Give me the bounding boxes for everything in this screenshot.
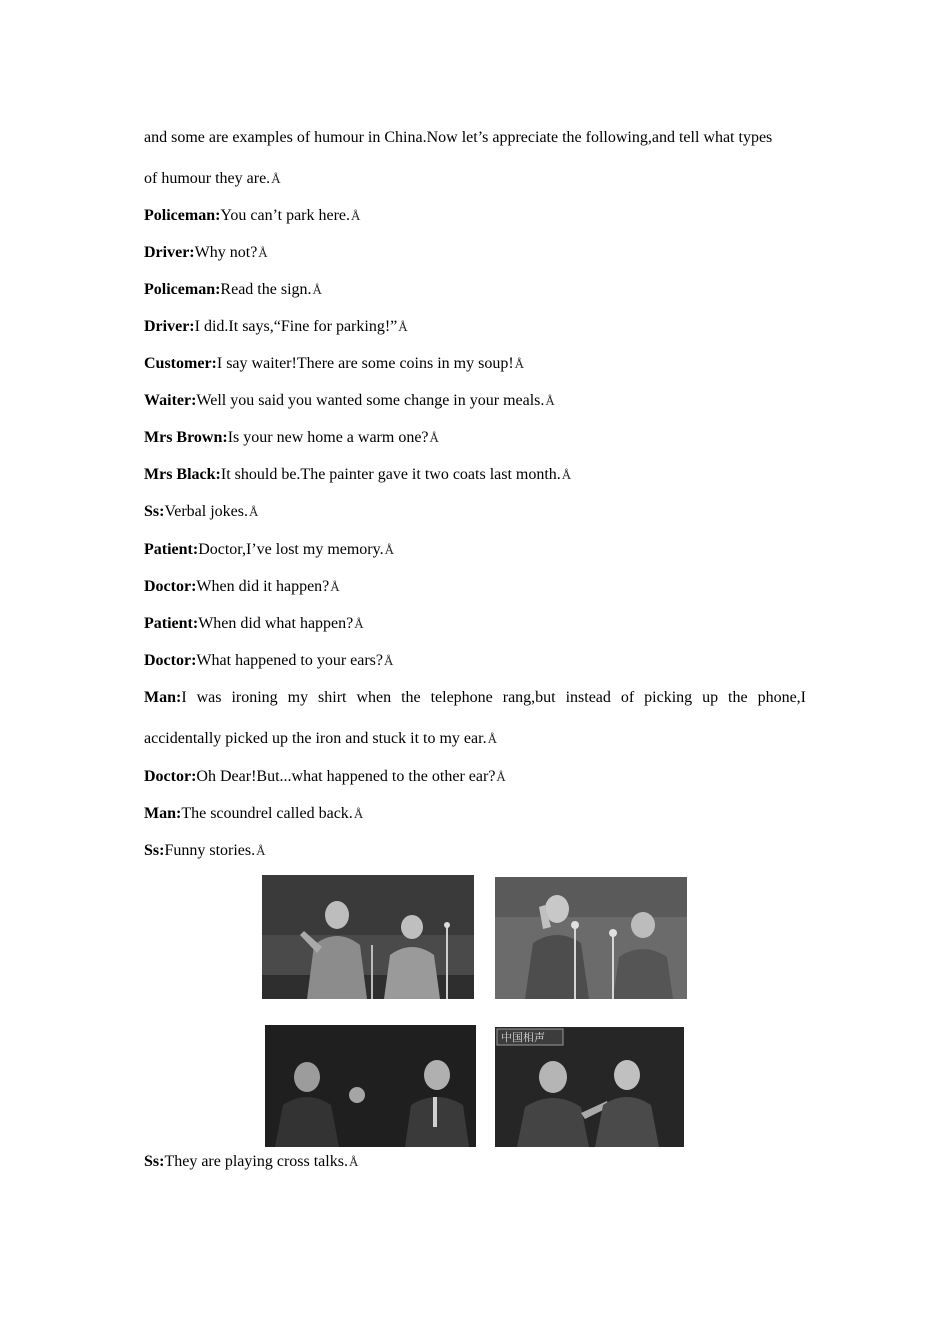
- dialogue-line: Waiter:Well you said you wanted some change in your meals.Å: [144, 392, 555, 409]
- dialogue-line: Man:The scoundrel called back.Å: [144, 805, 364, 822]
- dialogue-line: Ss:Verbal jokes.Å: [144, 503, 259, 520]
- crosstalk-photo-4: [495, 1027, 684, 1147]
- dialogue-line: Doctor:Oh Dear!But...what happened to the other ear?Å: [144, 768, 506, 785]
- dialogue-line: Doctor:When did it happen?Å: [144, 578, 340, 595]
- speaker-label: Doctor:: [144, 652, 197, 669]
- speaker-label: Doctor:: [144, 768, 197, 785]
- speaker-label: Doctor:: [144, 578, 197, 595]
- dialogue-line: Driver:I did.It says,“Fine for parking!”Å: [144, 318, 408, 335]
- crosstalk-photo-3: [265, 1025, 476, 1147]
- speaker-label: Mrs Brown:: [144, 429, 228, 446]
- speaker-label: Patient:: [144, 615, 199, 632]
- intro-line-1: and some are examples of humour in China.Now let’s appreciate the following,and tell what types: [144, 129, 773, 146]
- speaker-label: Customer:: [144, 355, 217, 372]
- speaker-label: Driver:: [144, 244, 195, 261]
- speaker-label: Patient:: [144, 541, 199, 558]
- intro-line-2: of humour they are.Å: [144, 170, 281, 187]
- speaker-label: Policeman:: [144, 207, 221, 224]
- dialogue-line: Mrs Brown:Is your new home a warm one?Å: [144, 429, 439, 446]
- dialogue-line: Mrs Black:It should be.The painter gave it two coats last month.Å: [144, 466, 572, 483]
- dialogue-line: Doctor:What happened to your ears?Å: [144, 652, 394, 669]
- speaker-label: Mrs Black:: [144, 466, 221, 483]
- speaker-label: Ss:: [144, 1153, 165, 1170]
- photo-logo-text: 中国相声: [501, 1031, 545, 1044]
- dialogue-line: Policeman:Read the sign.Å: [144, 281, 322, 298]
- speaker-label: Waiter:: [144, 392, 197, 409]
- dialogue-line-continued: accidentally picked up the iron and stuck it to my ear.Å: [144, 730, 497, 747]
- crosstalk-photo-1: [262, 875, 474, 999]
- speaker-label: Man:: [144, 689, 182, 706]
- speaker-label: Driver:: [144, 318, 195, 335]
- speaker-label: Man:: [144, 805, 182, 822]
- speaker-label: Ss:: [144, 842, 165, 859]
- dialogue-line: Patient:When did what happen?Å: [144, 615, 364, 632]
- speaker-label: Policeman:: [144, 281, 221, 298]
- closing-line: Ss:They are playing cross talks.Å: [144, 1153, 359, 1170]
- dialogue-line: Customer:I say waiter!There are some coins in my soup!Å: [144, 355, 525, 372]
- dialogue-line: Driver:Why not?Å: [144, 244, 268, 261]
- dialogue-line: Patient:Doctor,I’ve lost my memory.Å: [144, 541, 394, 558]
- speaker-label: Ss:: [144, 503, 165, 520]
- dialogue-line: Man:I was ironing my shirt when the telephone rang,but instead of picking up the phone,I: [144, 689, 806, 706]
- dialogue-line: Policeman:You can’t park here.Å: [144, 207, 361, 224]
- dialogue-line: Ss:Funny stories.Å: [144, 842, 266, 859]
- crosstalk-photo-2: [495, 877, 687, 999]
